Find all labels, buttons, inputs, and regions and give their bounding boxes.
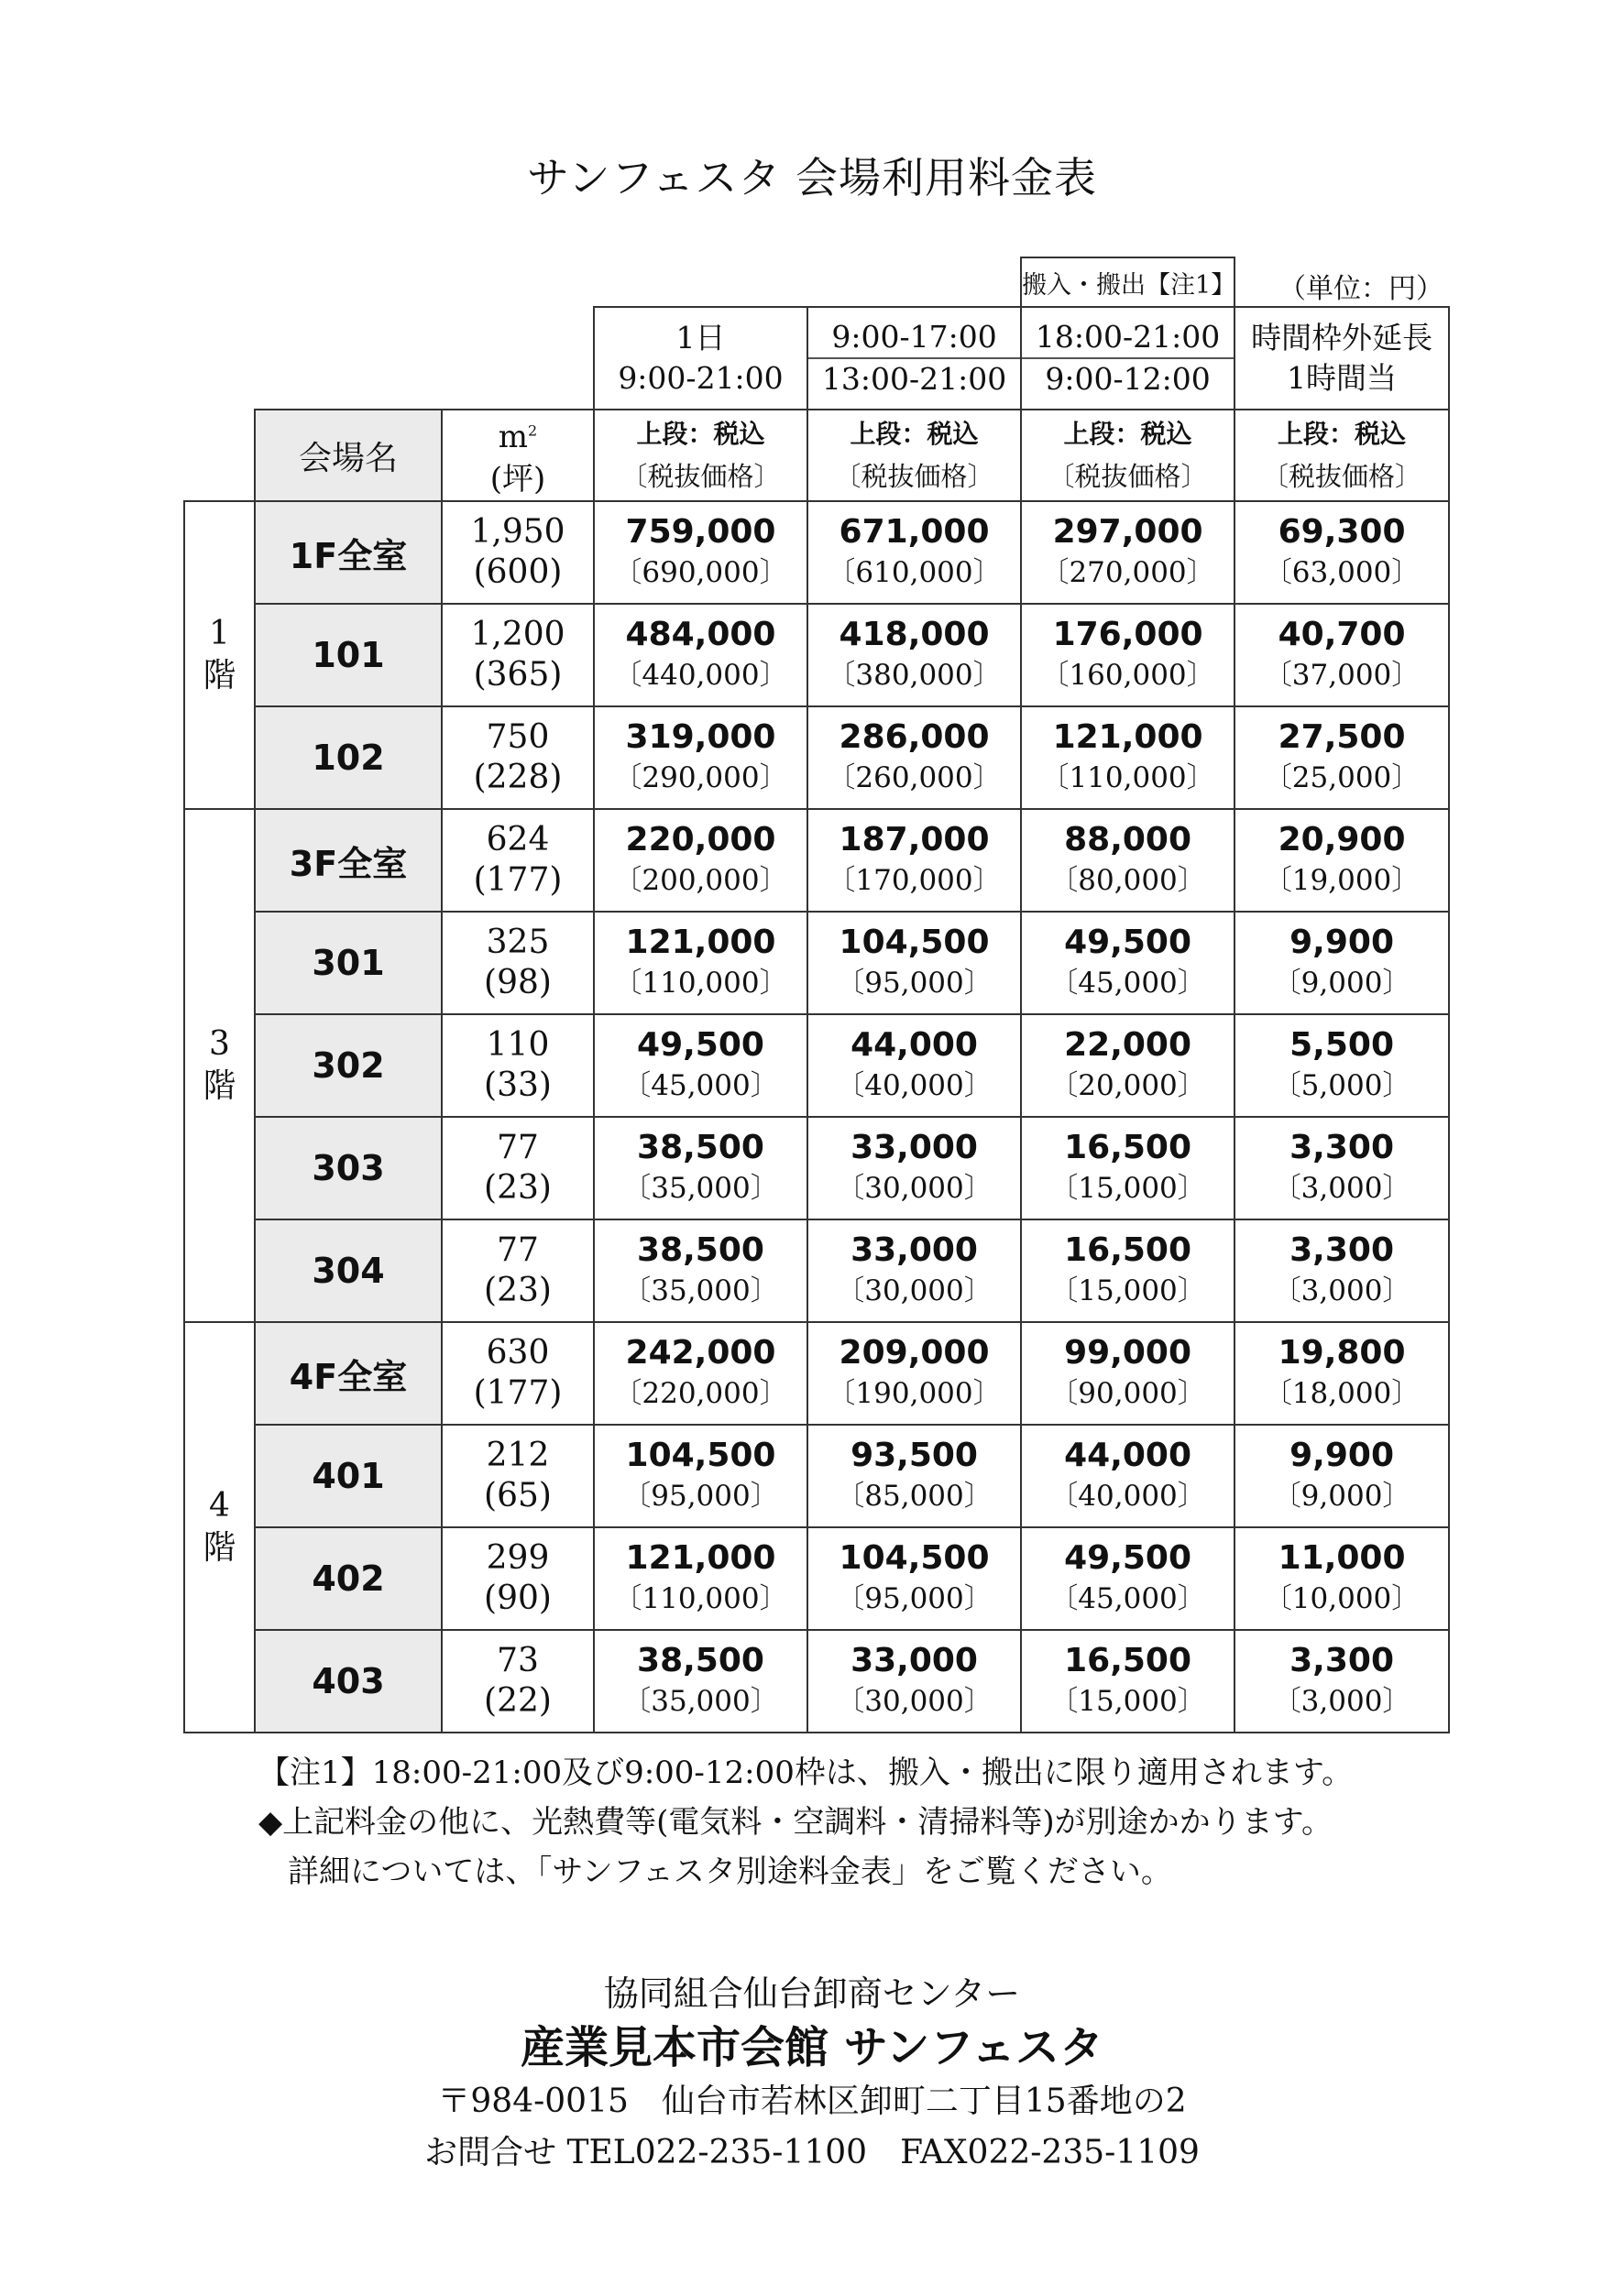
price-tax-included: 9,900 bbox=[1289, 1437, 1394, 1475]
price-tax-included: 104,500 bbox=[839, 924, 990, 962]
area-sqm: 110 bbox=[486, 1026, 550, 1065]
price-cell bbox=[1234, 1014, 1449, 1117]
venue-header: 会場名 bbox=[255, 410, 442, 501]
price-tax-included: 121,000 bbox=[1052, 718, 1203, 757]
price-tax-included: 242,000 bbox=[625, 1334, 776, 1372]
price-cell bbox=[594, 1527, 807, 1630]
price-tax-excluded: 〔85,000〕 bbox=[836, 1480, 993, 1514]
price-cell bbox=[594, 501, 807, 604]
area-sqm: 73 bbox=[497, 1642, 539, 1680]
unit-label: （単位：円） bbox=[1278, 273, 1443, 305]
price-tax-excluded: 〔25,000〕 bbox=[1263, 761, 1421, 795]
price-tax-excluded: 〔15,000〕 bbox=[1049, 1172, 1206, 1206]
price-tax-excluded: 〔10,000〕 bbox=[1263, 1582, 1421, 1616]
price-tax-included: 99,000 bbox=[1064, 1334, 1192, 1372]
col2-line2: 13:00-21:00 bbox=[808, 357, 1020, 399]
price-tax-excluded: 〔200,000〕 bbox=[613, 864, 788, 898]
contact-info: お問合せ TEL022-235-1100 FAX022-235-1109 bbox=[424, 2134, 1200, 2171]
price-tax-included: 671,000 bbox=[839, 513, 990, 552]
price-cell bbox=[1021, 809, 1234, 912]
price-tax-included: 38,500 bbox=[637, 1231, 764, 1270]
room-area bbox=[442, 501, 594, 604]
area-sqm: 1,950 bbox=[470, 513, 565, 552]
price-tax-included: 286,000 bbox=[839, 718, 990, 757]
price-tax-excluded: 〔3,000〕 bbox=[1272, 1172, 1411, 1206]
price-tax-included: 69,300 bbox=[1278, 513, 1406, 552]
price-tax-excluded: 〔270,000〕 bbox=[1040, 556, 1215, 590]
notes bbox=[258, 1748, 1353, 1897]
room-area bbox=[442, 912, 594, 1014]
price-tax-included: 5,500 bbox=[1289, 1026, 1394, 1065]
price-cell bbox=[594, 1425, 807, 1527]
price-tax-excluded: 〔610,000〕 bbox=[827, 556, 1002, 590]
col3-header bbox=[1021, 307, 1234, 410]
price-tax-included: 20,900 bbox=[1278, 821, 1406, 859]
area-sqm: 624 bbox=[486, 821, 550, 859]
price-tax-excluded: 〔45,000〕 bbox=[1049, 1582, 1206, 1616]
floor-label: 1階 bbox=[184, 501, 255, 809]
area-tsubo: (23) bbox=[484, 1272, 552, 1310]
note-extra-fees: ◆上記料金の他に、光熱費等(電気料・空調料・清掃料等)が別途かかります。 bbox=[258, 1804, 1333, 1841]
area-tsubo: (365) bbox=[473, 656, 563, 694]
area-tsubo: (98) bbox=[484, 964, 552, 1002]
col1-line2: 9:00-21:00 bbox=[618, 360, 784, 396]
organization-name: 協同組合仙台卸商センター bbox=[603, 1973, 1021, 2014]
price-cell bbox=[594, 1014, 807, 1117]
price-tax-included: 38,500 bbox=[637, 1129, 764, 1167]
price-cell bbox=[1021, 1630, 1234, 1733]
price-cell bbox=[1234, 1219, 1449, 1322]
table-row bbox=[184, 604, 1449, 706]
area-tsubo: (33) bbox=[484, 1066, 552, 1105]
table-row bbox=[184, 1527, 1449, 1630]
room-name: 403 bbox=[255, 1630, 442, 1733]
price-cell bbox=[594, 706, 807, 809]
area-header bbox=[442, 410, 594, 501]
area-tsubo: (65) bbox=[484, 1477, 552, 1515]
price-cell bbox=[807, 809, 1021, 912]
price-tax-excluded: 〔20,000〕 bbox=[1049, 1069, 1206, 1103]
price-tax-excluded: 〔80,000〕 bbox=[1049, 864, 1206, 898]
price-cell bbox=[1234, 706, 1449, 809]
price-cell bbox=[1234, 501, 1449, 604]
header-row-loading bbox=[184, 257, 1449, 307]
price-tax-excluded: 〔35,000〕 bbox=[622, 1685, 779, 1719]
room-name: 1F全室 bbox=[255, 501, 442, 604]
price-tax-included: 319,000 bbox=[625, 718, 776, 757]
price-cell bbox=[807, 1425, 1021, 1527]
price-tax-included: 187,000 bbox=[839, 821, 990, 859]
price-tax-included: 11,000 bbox=[1278, 1539, 1406, 1578]
col3-line2: 9:00-12:00 bbox=[1022, 357, 1234, 399]
price-cell bbox=[807, 912, 1021, 1014]
price-tax-excluded: 〔380,000〕 bbox=[827, 659, 1002, 693]
loading-label: 搬入・搬出【注1】 bbox=[1021, 257, 1234, 307]
price-cell bbox=[1021, 912, 1234, 1014]
price-tax-included: 49,500 bbox=[1064, 1539, 1192, 1578]
price-tax-included: 9,900 bbox=[1289, 924, 1394, 962]
col2-header bbox=[807, 307, 1021, 410]
price-tax-included: 16,500 bbox=[1064, 1129, 1192, 1167]
price-tax-excluded: 〔35,000〕 bbox=[622, 1274, 779, 1308]
price-tax-excluded: 〔3,000〕 bbox=[1272, 1685, 1411, 1719]
price-tax-included: 121,000 bbox=[625, 924, 776, 962]
table-row bbox=[184, 1425, 1449, 1527]
price-tax-excluded: 〔9,000〕 bbox=[1272, 967, 1411, 1000]
price-cell bbox=[1021, 1219, 1234, 1322]
price-tax-included: 88,000 bbox=[1064, 821, 1192, 859]
price-tax-included: 16,500 bbox=[1064, 1231, 1192, 1270]
room-name: 301 bbox=[255, 912, 442, 1014]
area-sqm: 750 bbox=[486, 718, 550, 757]
area-tsubo: (177) bbox=[473, 1374, 563, 1413]
col3-line1: 18:00-21:00 bbox=[1035, 319, 1221, 355]
room-name: 303 bbox=[255, 1117, 442, 1219]
price-tax-excluded: 〔110,000〕 bbox=[613, 967, 788, 1000]
price-cell bbox=[1234, 1117, 1449, 1219]
price-cell bbox=[1234, 1425, 1449, 1527]
tax-header-1: 上段：税込 〔税抜価格〕 bbox=[594, 410, 807, 501]
price-tax-included: 49,500 bbox=[1064, 924, 1192, 962]
area-sqm: 77 bbox=[497, 1231, 539, 1270]
price-cell bbox=[594, 1117, 807, 1219]
price-cell bbox=[594, 604, 807, 706]
price-tax-included: 3,300 bbox=[1289, 1642, 1394, 1680]
price-tax-included: 176,000 bbox=[1052, 616, 1203, 654]
price-cell bbox=[807, 706, 1021, 809]
price-tax-excluded: 〔95,000〕 bbox=[836, 967, 993, 1000]
hall-name: 産業見本市会館 サンフェスタ bbox=[521, 2022, 1103, 2073]
room-name: 101 bbox=[255, 604, 442, 706]
price-tax-excluded: 〔40,000〕 bbox=[836, 1069, 993, 1103]
col4-header bbox=[1234, 307, 1449, 410]
price-tax-included: 104,500 bbox=[839, 1539, 990, 1578]
area-tsubo: (90) bbox=[484, 1580, 552, 1618]
price-cell bbox=[1021, 1425, 1234, 1527]
room-area bbox=[442, 1014, 594, 1117]
price-tax-excluded: 〔40,000〕 bbox=[1049, 1480, 1206, 1514]
table-row bbox=[184, 706, 1449, 809]
room-name: 3F全室 bbox=[255, 809, 442, 912]
price-tax-included: 27,500 bbox=[1278, 718, 1406, 757]
price-cell bbox=[1021, 706, 1234, 809]
fee-table bbox=[183, 257, 1450, 1733]
price-cell bbox=[594, 1630, 807, 1733]
col1-header bbox=[594, 307, 807, 410]
price-tax-excluded: 〔18,000〕 bbox=[1263, 1377, 1421, 1411]
page-title: サンフェスタ 会場利用料金表 bbox=[526, 153, 1098, 202]
price-cell bbox=[807, 604, 1021, 706]
room-area bbox=[442, 706, 594, 809]
price-tax-excluded: 〔30,000〕 bbox=[836, 1172, 993, 1206]
price-cell bbox=[807, 1219, 1021, 1322]
price-tax-included: 297,000 bbox=[1052, 513, 1203, 552]
price-cell bbox=[1234, 604, 1449, 706]
area-sqm: 1,200 bbox=[470, 616, 565, 654]
room-area bbox=[442, 1117, 594, 1219]
area-sqm: 325 bbox=[486, 924, 550, 962]
price-tax-included: 220,000 bbox=[625, 821, 776, 859]
address: 〒984-0015 仙台市若林区卸町二丁目15番地の2 bbox=[437, 2083, 1187, 2120]
table-row bbox=[184, 1117, 1449, 1219]
price-tax-excluded: 〔63,000〕 bbox=[1263, 556, 1421, 590]
price-cell bbox=[1021, 501, 1234, 604]
price-cell bbox=[1021, 604, 1234, 706]
price-tax-included: 19,800 bbox=[1278, 1334, 1406, 1372]
header-row-labels bbox=[184, 410, 1449, 501]
price-tax-excluded: 〔45,000〕 bbox=[622, 1069, 779, 1103]
price-tax-included: 209,000 bbox=[839, 1334, 990, 1372]
price-tax-included: 33,000 bbox=[850, 1129, 978, 1167]
price-cell bbox=[594, 1219, 807, 1322]
room-area bbox=[442, 604, 594, 706]
header-row-times bbox=[184, 307, 1449, 410]
price-tax-included: 33,000 bbox=[850, 1231, 978, 1270]
price-tax-included: 121,000 bbox=[625, 1539, 776, 1578]
room-area bbox=[442, 1527, 594, 1630]
price-cell bbox=[1234, 809, 1449, 912]
price-tax-excluded: 〔9,000〕 bbox=[1272, 1480, 1411, 1514]
price-tax-excluded: 〔690,000〕 bbox=[613, 556, 788, 590]
price-cell bbox=[807, 501, 1021, 604]
price-tax-excluded: 〔15,000〕 bbox=[1049, 1685, 1206, 1719]
price-tax-excluded: 〔190,000〕 bbox=[827, 1377, 1002, 1411]
area-sqm: 630 bbox=[486, 1334, 550, 1372]
footer bbox=[0, 1968, 1624, 2179]
price-tax-excluded: 〔95,000〕 bbox=[622, 1480, 779, 1514]
price-tax-excluded: 〔220,000〕 bbox=[613, 1377, 788, 1411]
area-tsubo: (228) bbox=[473, 759, 563, 797]
price-cell bbox=[1021, 1322, 1234, 1425]
price-tax-excluded: 〔290,000〕 bbox=[613, 761, 788, 795]
room-name: 401 bbox=[255, 1425, 442, 1527]
price-cell bbox=[1234, 1630, 1449, 1733]
price-tax-included: 38,500 bbox=[637, 1642, 764, 1680]
price-cell bbox=[1234, 912, 1449, 1014]
area-sqm: 299 bbox=[486, 1539, 550, 1578]
price-cell bbox=[594, 912, 807, 1014]
price-tax-excluded: 〔3,000〕 bbox=[1272, 1274, 1411, 1308]
tax-header-3: 上段：税込 〔税抜価格〕 bbox=[1021, 410, 1234, 501]
price-tax-included: 22,000 bbox=[1064, 1026, 1192, 1065]
table-row bbox=[184, 1219, 1449, 1322]
area-tsubo: (23) bbox=[484, 1169, 552, 1208]
room-name: 304 bbox=[255, 1219, 442, 1322]
price-tax-included: 104,500 bbox=[625, 1437, 776, 1475]
price-tax-excluded: 〔440,000〕 bbox=[613, 659, 788, 693]
price-tax-excluded: 〔15,000〕 bbox=[1049, 1274, 1206, 1308]
price-tax-excluded: 〔45,000〕 bbox=[1049, 967, 1206, 1000]
area-sqm: 77 bbox=[497, 1129, 539, 1167]
price-tax-included: 16,500 bbox=[1064, 1642, 1192, 1680]
tax-header-4: 上段：税込 〔税抜価格〕 bbox=[1234, 410, 1449, 501]
room-name: 302 bbox=[255, 1014, 442, 1117]
note-loading: 【注1】18:00-21:00及び9:00-12:00枠は、搬入・搬出に限り適用されます。 bbox=[258, 1755, 1354, 1791]
area-sqm: 212 bbox=[486, 1437, 550, 1475]
col1-line1: 1日 bbox=[675, 320, 726, 355]
room-area bbox=[442, 809, 594, 912]
price-cell bbox=[594, 1322, 807, 1425]
price-cell bbox=[1021, 1014, 1234, 1117]
room-area bbox=[442, 1322, 594, 1425]
price-cell bbox=[807, 1117, 1021, 1219]
price-cell bbox=[594, 809, 807, 912]
price-cell bbox=[807, 1322, 1021, 1425]
area-tsubo-unit: (坪) bbox=[489, 461, 546, 498]
note-details: 詳細については、「サンフェスタ別途料金表」をご覧ください。 bbox=[288, 1853, 1172, 1890]
table-row bbox=[184, 1322, 1449, 1425]
price-cell bbox=[807, 1014, 1021, 1117]
price-tax-excluded: 〔95,000〕 bbox=[836, 1582, 993, 1616]
price-tax-excluded: 〔30,000〕 bbox=[836, 1685, 993, 1719]
price-tax-included: 3,300 bbox=[1289, 1231, 1394, 1270]
table-row bbox=[184, 809, 1449, 912]
price-tax-excluded: 〔35,000〕 bbox=[622, 1172, 779, 1206]
price-tax-included: 3,300 bbox=[1289, 1129, 1394, 1167]
price-tax-excluded: 〔90,000〕 bbox=[1049, 1377, 1206, 1411]
price-cell bbox=[1021, 1117, 1234, 1219]
table-row bbox=[184, 912, 1449, 1014]
floor-label: 4階 bbox=[184, 1322, 255, 1733]
price-cell bbox=[807, 1630, 1021, 1733]
price-cell bbox=[1234, 1322, 1449, 1425]
price-tax-included: 44,000 bbox=[1064, 1437, 1192, 1475]
price-tax-excluded: 〔110,000〕 bbox=[613, 1582, 788, 1616]
floor-label: 3階 bbox=[184, 809, 255, 1322]
col2-line1: 9:00-17:00 bbox=[831, 319, 997, 355]
price-tax-included: 49,500 bbox=[637, 1026, 764, 1065]
col4-line1: 時間枠外延長 bbox=[1251, 320, 1433, 355]
table-row bbox=[184, 501, 1449, 604]
price-tax-excluded: 〔170,000〕 bbox=[827, 864, 1002, 898]
room-area bbox=[442, 1425, 594, 1527]
price-tax-included: 44,000 bbox=[850, 1026, 978, 1065]
price-tax-included: 40,700 bbox=[1278, 616, 1406, 654]
price-cell bbox=[807, 1527, 1021, 1630]
area-tsubo: (177) bbox=[473, 861, 563, 900]
room-name: 4F全室 bbox=[255, 1322, 442, 1425]
price-cell bbox=[1234, 1527, 1449, 1630]
price-tax-excluded: 〔37,000〕 bbox=[1263, 659, 1421, 693]
price-tax-excluded: 〔5,000〕 bbox=[1272, 1069, 1411, 1103]
area-unit: $m^2$ bbox=[498, 419, 538, 456]
price-tax-included: 484,000 bbox=[625, 616, 776, 654]
price-tax-included: 93,500 bbox=[850, 1437, 978, 1475]
price-tax-excluded: 〔19,000〕 bbox=[1263, 864, 1421, 898]
room-area bbox=[442, 1630, 594, 1733]
price-tax-excluded: 〔110,000〕 bbox=[1040, 761, 1215, 795]
fee-rows bbox=[184, 501, 1449, 1733]
price-tax-included: 33,000 bbox=[850, 1642, 978, 1680]
table-row bbox=[184, 1630, 1449, 1733]
room-area bbox=[442, 1219, 594, 1322]
table-row bbox=[184, 1014, 1449, 1117]
area-tsubo: (22) bbox=[484, 1682, 552, 1721]
area-tsubo: (600) bbox=[473, 553, 563, 592]
price-tax-excluded: 〔160,000〕 bbox=[1040, 659, 1215, 693]
price-cell bbox=[1021, 1527, 1234, 1630]
price-tax-excluded: 〔260,000〕 bbox=[827, 761, 1002, 795]
room-name: 402 bbox=[255, 1527, 442, 1630]
price-tax-excluded: 〔30,000〕 bbox=[836, 1274, 993, 1308]
price-tax-included: 418,000 bbox=[839, 616, 990, 654]
price-tax-included: 759,000 bbox=[625, 513, 776, 552]
room-name: 102 bbox=[255, 706, 442, 809]
col4-line2: 1時間当 bbox=[1287, 360, 1398, 396]
tax-header-2: 上段：税込 〔税抜価格〕 bbox=[807, 410, 1021, 501]
